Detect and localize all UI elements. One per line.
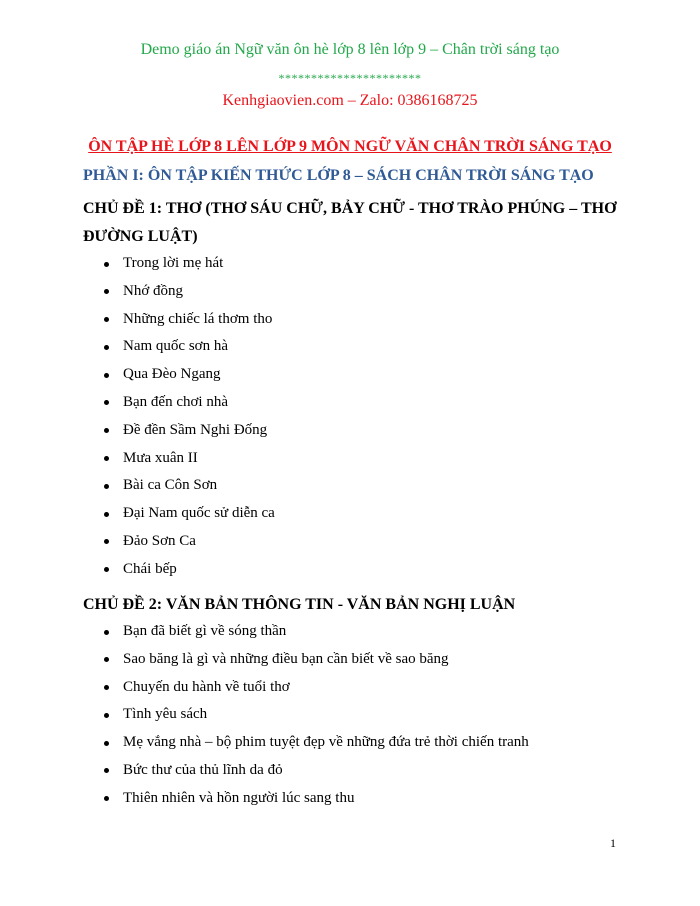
list-item — [100, 729, 529, 757]
bullet-icon — [104, 796, 109, 801]
bullet-icon — [104, 567, 109, 572]
part-title: PHẦN I: ÔN TẬP KIẾN THỨC LỚP 8 – SÁCH CHÂN TRỜI SÁNG TẠO — [83, 167, 594, 184]
list-item — [100, 785, 529, 813]
list-item-text: Bạn đến chơi nhà — [123, 393, 228, 410]
list-item — [100, 618, 529, 646]
bullet-icon — [104, 317, 109, 322]
bullet-icon — [104, 373, 109, 378]
list-item-text: Đại Nam quốc sử diễn ca — [123, 505, 275, 522]
list-item — [100, 417, 275, 445]
bullet-icon — [104, 713, 109, 718]
list-item-text: Qua Đèo Ngang — [123, 366, 221, 383]
header-stars: ********************** — [278, 71, 422, 85]
main-title: ÔN TẬP HÈ LỚP 8 LÊN LỚP 9 MÔN NGỮ VĂN CHÂN TRỜI SÁNG TẠO — [88, 138, 612, 155]
list-item-text: Mẹ vắng nhà – bộ phim tuyệt đẹp về những đứa trẻ thời chiến tranh — [123, 734, 529, 751]
header-contact: Kenhgiaovien.com – Zalo: 0386168725 — [222, 92, 478, 109]
list-item — [100, 445, 275, 473]
list-item — [100, 333, 275, 361]
list-item — [100, 556, 275, 584]
list-item-text: Chái bếp — [123, 560, 177, 577]
list-item-text: Thiên nhiên và hồn người lúc sang thu — [123, 789, 355, 806]
bullet-icon — [104, 262, 109, 267]
bullet-icon — [104, 685, 109, 690]
bullet-icon — [104, 741, 109, 746]
header-title: Demo giáo án Ngữ văn ôn hè lớp 8 lên lớp 9 – Chân trời sáng tạo — [140, 41, 560, 58]
bullet-icon — [104, 657, 109, 662]
list-item — [100, 472, 275, 500]
list-item — [100, 701, 529, 729]
topic2-list — [100, 618, 529, 813]
list-item-text: Bức thư của thủ lĩnh da đỏ — [123, 761, 283, 778]
bullet-icon — [104, 428, 109, 433]
list-item — [100, 757, 529, 785]
list-item-text: Đề đền Sầm Nghi Đống — [123, 421, 268, 438]
topic1-title: CHỦ ĐỀ 1: THƠ (THƠ SÁU CHỮ, BẢY CHỮ - THƠ TRÀO PHÚNG – THƠ ĐƯỜNG LUẬT) — [83, 200, 617, 245]
list-item-text: Sao băng là gì và những điều bạn cần biết về sao băng — [123, 650, 449, 667]
list-item — [100, 389, 275, 417]
list-item-text: Chuyến du hành về tuổi thơ — [123, 678, 290, 695]
bullet-icon — [104, 484, 109, 489]
list-item-text: Nam quốc sơn hà — [123, 338, 228, 355]
bullet-icon — [104, 512, 109, 517]
list-item-text: Mưa xuân II — [123, 449, 198, 466]
list-item — [100, 306, 275, 334]
list-item-text: Trong lời mẹ hát — [123, 255, 224, 271]
list-item — [100, 361, 275, 389]
list-item — [100, 674, 529, 702]
list-item — [100, 250, 275, 278]
list-item — [100, 646, 529, 674]
bullet-icon — [104, 456, 109, 461]
list-item-text: Tình yêu sách — [123, 706, 208, 723]
bullet-icon — [104, 289, 109, 294]
list-item — [100, 278, 275, 306]
list-item-text: Những chiếc lá thơm tho — [123, 310, 273, 327]
list-item — [100, 528, 275, 556]
list-item-text: Bạn đã biết gì về sóng thần — [123, 623, 287, 639]
bullet-icon — [104, 630, 109, 635]
bullet-icon — [104, 768, 109, 773]
list-item — [100, 500, 275, 528]
bullet-icon — [104, 345, 109, 350]
list-item-text: Nhớ đồng — [123, 282, 184, 299]
bullet-icon — [104, 400, 109, 405]
list-item-text: Đảo Sơn Ca — [123, 532, 196, 549]
page-number: 1 — [610, 836, 616, 850]
topic1-list — [100, 250, 275, 584]
topic2-title: CHỦ ĐỀ 2: VĂN BẢN THÔNG TIN - VĂN BẢN NGHỊ LUẬN — [83, 596, 516, 613]
bullet-icon — [104, 539, 109, 544]
list-item-text: Bài ca Côn Sơn — [123, 477, 218, 494]
